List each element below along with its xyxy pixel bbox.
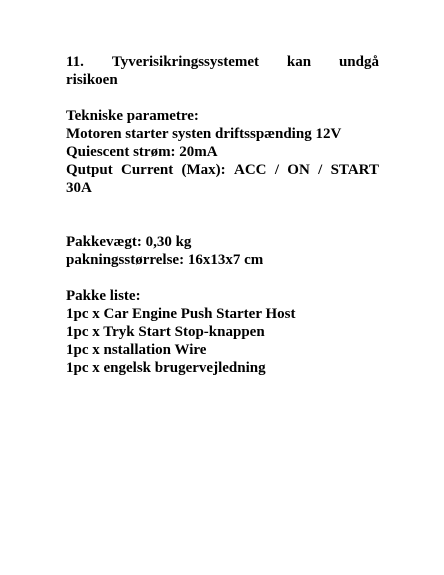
package-weight: Pakkevægt: 0,30 kg xyxy=(66,234,192,250)
item-11-continuation: risikoen xyxy=(66,72,118,88)
list-item: 1pc x Tryk Start Stop-knappen xyxy=(66,324,265,340)
tech-voltage: Motoren starter systen driftsspænding 12V xyxy=(66,126,342,142)
tech-output-word: ACC xyxy=(234,162,267,178)
document-body xyxy=(66,53,379,377)
spacer xyxy=(66,89,379,107)
item-11-word: 11. xyxy=(66,54,84,70)
list-item: 1pc x Car Engine Push Starter Host xyxy=(66,306,296,322)
item-11-word: Tyverisikringssystemet xyxy=(111,54,260,70)
spacer xyxy=(66,197,379,215)
list-item: 1pc x nstallation Wire xyxy=(66,342,207,358)
tech-output-continuation: 30A xyxy=(66,180,92,196)
package-size: pakningsstørrelse: 16x13x7 cm xyxy=(66,252,264,268)
tech-output-word: Qutput xyxy=(66,162,113,178)
item-11-word: kan xyxy=(286,54,312,70)
list-item: 1pc x engelsk brugervejledning xyxy=(66,360,266,376)
tech-output-word: / xyxy=(318,162,323,178)
tech-output-word: START xyxy=(330,162,379,178)
tech-output-word: / xyxy=(274,162,279,178)
tech-output-word: (Max): xyxy=(181,162,226,178)
tech-output-word: Current xyxy=(121,162,174,178)
item-11-word: undgå xyxy=(338,54,379,70)
tech-output-line xyxy=(66,161,379,179)
tech-heading: Tekniske parametre: xyxy=(66,108,199,124)
list-heading: Pakke liste: xyxy=(66,288,141,304)
tech-quiescent: Quiescent strøm: 20mA xyxy=(66,144,218,160)
spacer xyxy=(66,215,379,233)
spacer xyxy=(66,269,379,287)
item-11-line xyxy=(66,53,379,71)
tech-output-word: ON xyxy=(287,162,310,178)
